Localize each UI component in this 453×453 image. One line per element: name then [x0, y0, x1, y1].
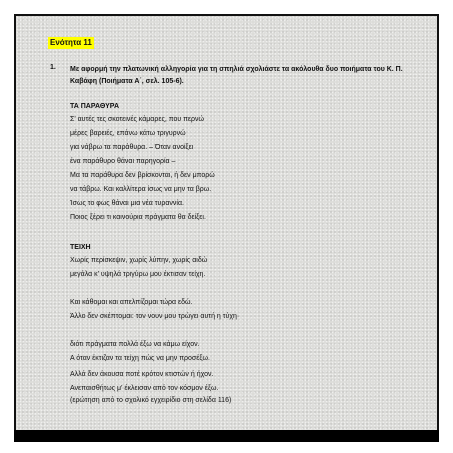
poem-line: Και κάθομαι και απελπίζομαι τώρα εδώ.	[70, 299, 193, 306]
bottom-border-strip	[14, 430, 439, 442]
section-label: Ενότητα 11	[50, 38, 92, 47]
poem-line: μέρες βαρειές, επάνω κάτω τριγυρνώ	[70, 130, 186, 137]
poem-line: Ποιος ξέρει τι καινούρια πράγματα θα δείξει.	[70, 214, 206, 221]
poem-line: για νάβρω τα παράθυρα. – Όταν ανοίξει	[70, 144, 194, 151]
question-number: 1.	[50, 64, 56, 71]
source-note: (ερώτηση από το σχολικό εγχειρίδιο στη σελίδα 116)	[70, 397, 232, 404]
poem-title-walls: ΤΕΙΧΗ	[70, 244, 91, 251]
question-text: Με αφορμή την πλατωνική αλληγορία για τη σπηλιά σχολιάστε τα ακόλουθα δυο ποιήματα του Κ. Π. Καβάφη (Ποιήματα Α΄, σελ. 105-6).	[70, 66, 403, 85]
poem-line: διότι πράγματα πολλά έξω να κάμω είχον.	[70, 341, 200, 348]
poem-title-windows: ΤΑ ΠΑΡΑΘΥΡΑ	[70, 103, 120, 110]
poem-line: Ίσως το φως θάναι μια νέα τυραννία.	[70, 200, 184, 207]
poem-line: Α όταν έκτιζαν τα τείχη πώς να μην προσέξω.	[70, 355, 210, 362]
poem-line: Σ' αυτές τες σκοτεινές κάμαρες, που περνώ	[70, 116, 205, 123]
poem-line: Αλλά δεν άκουσα ποτέ κρότον κτιστών ή ήχον.	[70, 371, 214, 378]
poem-line: Άλλο δεν σκέπτομαι: τον νουν μου τρώγει αυτή η τύχη·	[70, 313, 240, 320]
poem-line: ένα παράθυρο θάναι παρηγορία –	[70, 158, 176, 165]
poem-line: να τάβρω. Και καλλίτερα ίσως να μην τα βρω.	[70, 186, 212, 193]
poem-line: Μα τα παράθυρα δεν βρίσκονται, ή δεν μπορώ	[70, 172, 215, 179]
poem-line: Ανεπαισθήτως μ' έκλεισαν από τον κόσμον έξω.	[70, 385, 219, 392]
poem-line: μεγάλα κ' υψηλά τριγύρω μου έκτισαν τείχη.	[70, 271, 206, 278]
poem-line: Χωρίς περίσκεψιν, χωρίς λύπην, χωρίς αιδώ	[70, 257, 208, 264]
